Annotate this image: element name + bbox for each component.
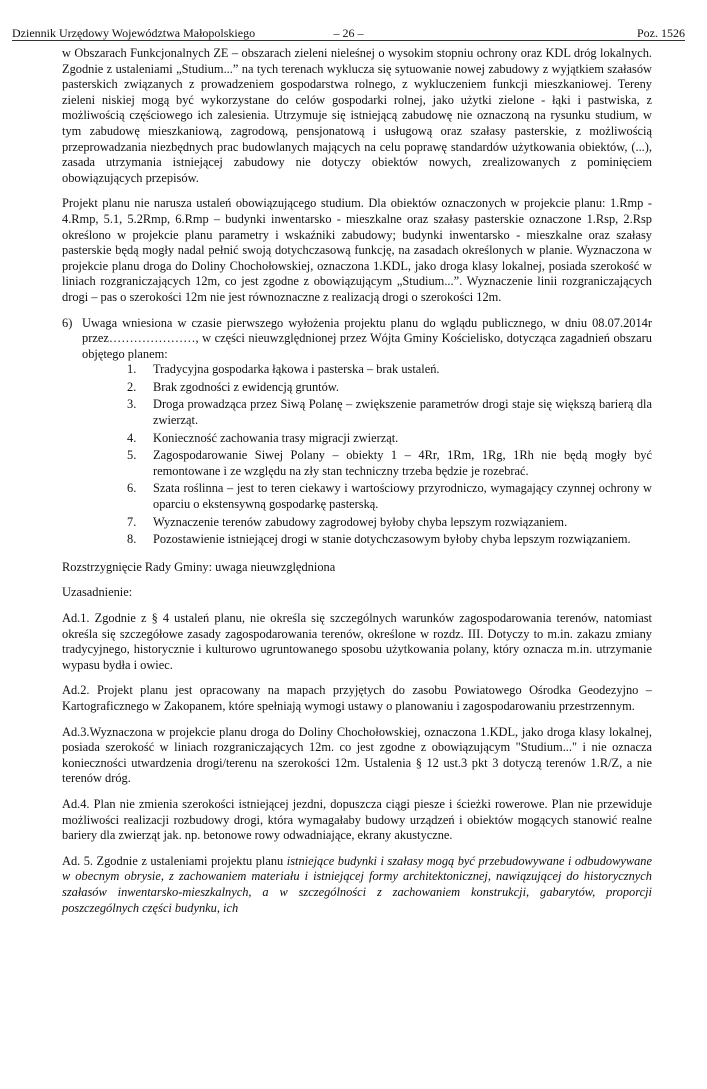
list-item: 5. Zagospodarowanie Siwej Polany – obiekty 1 – 4Rr, 1Rm, 1Rg, 1Rh nie będą mogły być remontowane i ze względu na zły stan techniczny trzeba będzie je rozebrać. [127, 448, 652, 478]
ad-1-paragraph: Ad.1. Zgodnie z § 4 ustaleń planu, nie określa się szczególnych warunków zagospodarowania terenów, natomiast określa się szczegółowe zasady zagospodarowania terenów, określone w rozdz. III. Dotyczy to m.in. zakazu zmiany tradycyjnego, historycznie i kulturowo ugruntowanego sposobu użytkowania polany, który oznacza m.in. utrzymanie wypasu bydła i owiec. [62, 611, 652, 672]
list-item: 6. Szata roślinna – jest to teren ciekawy i wartościowy przyrodniczo, wymagający czynnej ochrony w oparciu o ekstensywną gospodarkę pasterską. [127, 481, 652, 512]
justification-title: Uzasadnienie: [62, 585, 133, 600]
list-item: 4. Konieczność zachowania trasy migracji zwierząt. [127, 430, 399, 445]
resolution-line: Rozstrzygnięcie Rady Gminy: uwaga nieuwzględniona [62, 559, 336, 574]
list-item: 7. Wyznaczenie terenów zabudowy zagrodowej byłoby chyba lepszym rozwiązaniem. [127, 514, 568, 529]
remark-subitems [82, 362, 652, 548]
ad-4-paragraph: Ad.4. Plan nie zmienia szerokości istniejącej jezdni, dopuszcza ciągi piesze i ścieżki rowerowe. Plan nie przewiduje możliwości realizacji rozbudowy drogi, która wymagałaby budowy urządzeń i obiektów mogących stanowić realne bariery dla zwierząt jak. np. betonowe rowy odwadniające, ekrany akustyczne. [62, 796, 652, 843]
list-item: 8. Pozostawienie istniejącej drogi w stanie dotychczasowym byłoby chyba lepszym rozwiązaniem. [127, 532, 631, 547]
remark-text: Uwaga wniesiona w czasie pierwszego wyłożenia projektu planu do wglądu publicznego, w dniu 08.07.2014r przez…………………, w części nieuwzględnionej przez Wójta Gminy Kościelisko, dotycząca zagadnień obszaru objętego planem: [82, 315, 652, 361]
paragraph-studium-zones: w Obszarach Funkcjonalnych ZE – obszarach zieleni nieleśnej o wysokim stopniu ochrony oraz KDL dróg lokalnych. Zgodnie z ustaleniami „Studium...” na tych terenach wyklucza się sytuowanie nowej zabudowy z wyjątkiem szałasów pasterskich związanych z prowadzeniem gospodarstwa rolnego, z wykluczeniem funkcji mieszkaniowej. Tereny zieleni niskiej mogą być wykorzystane do celów gospodarki rolnej, jako użytki zielone - łąki i pastwiska, z możliwością częściowego ich zalesienia. Utrzymuje się istniejącą zabudowę nie oznaczoną na rysunku studium, w tym zabudowę mieszkaniową, zagrodową, pensjonatową i usługową oraz szałasy pasterskie, z możliwością przeprowadzania niezbędnych prac budowlanych mających na celu poprawę standardów użytkowania obiektów, (...), zasada utrzymania istniejącej zabudowy nie dotyczy obiektów nowych, zrealizowanych z pominięciem obowiązujących przepisów. [62, 46, 652, 185]
paragraph-plan-compliance: Projekt planu nie narusza ustaleń obowiązującego studium. Dla obiektów oznaczonych w projekcie planu: 1.Rmp - 4.Rmp, 5.1, 5.2Rmp, 6.Rmp – budynki inwentarsko - mieszkalne oraz szałasy pasterskie oznaczone 1.Rsp, 2.Rsp określono w projekcie planu parametry i wskaźniki zabudowy; budynki inwentarsko - mieszkalne oraz szałasy pasterskie będą mogły nadal pełnić swoją dotychczasową funkcję, na zasadach określonych w planie. Wyznaczona w projekcie planu droga do Doliny Chochołowskiej, oznaczona 1.KDL, jako droga klasy lokalnej, posiada szerokość w liniach rozgraniczających 12m, co jest zgodne z obowiązującym „Studium...”. Wyznaczenie linii rozgraniczających drogi – pas o szerokości 12m nie jest równoznaczne z realizacją drogi o szerokości 12m. [62, 196, 652, 304]
position-number: Poz. 1526 [637, 26, 685, 40]
list-item: 3. Droga prowadząca przez Siwą Polanę – zwiększenie parametrów drogi staje się większą barierą dla zwierząt. [127, 397, 652, 428]
page-header [12, 22, 685, 41]
document-body [62, 46, 652, 926]
list-item: 1. Tradycyjna gospodarka łąkowa i pasterska – brak ustaleń. [127, 362, 440, 377]
ad-5-italic: istniejące budynki i szałasy mogą być przebudowywane i odbudowywane w obecnym obrysie, z zachowaniem materiału i istniejącej formy architektonicznej, nawiązującej do historycznych szałasów inwentarsko-mieszkalnych, a w szczególności z zachowaniem konstrukcji, gabarytów, proporcji poszczególnych części budynku, ich [62, 853, 653, 915]
ad-3-paragraph: Ad.3.Wyznaczona w projekcie planu droga do Doliny Chochołowskiej, oznaczona 1.KDL, jako droga klasy lokalnej, posiada szerokość w liniach rozgraniczających 12m. co jest zgodne z obowiązującym "Studium..." i nie oznacza konieczności utwardzenia drogi/terenu na szerokości 12m. Ustalenia § 12 ust.3 pkt 3 dotyczą terenów 1.R/Z, a nie terenów dróg. [62, 724, 652, 786]
ad-5-lead: Ad. 5. Zgodnie z ustaleniami projektu planu [62, 853, 287, 868]
remark-number: 6) [62, 315, 73, 330]
ad-2-paragraph: Ad.2. Projekt planu jest opracowany na mapach przyjętych do zasobu Powiatowego Ośrodka Geodezyjno – Kartograficznego w Zakopanem, które spełniają wymogi ustawy o planowaniu i zagospodarowaniu przestrzennym. [62, 683, 652, 713]
page-number: – 26 – [333, 26, 364, 40]
journal-title: Dziennik Urzędowy Województwa Małopolskiego [12, 26, 256, 40]
ad-5-paragraph [62, 854, 652, 916]
remark-6 [62, 316, 652, 550]
list-item: 2. Brak zgodności z ewidencją gruntów. [127, 379, 340, 394]
